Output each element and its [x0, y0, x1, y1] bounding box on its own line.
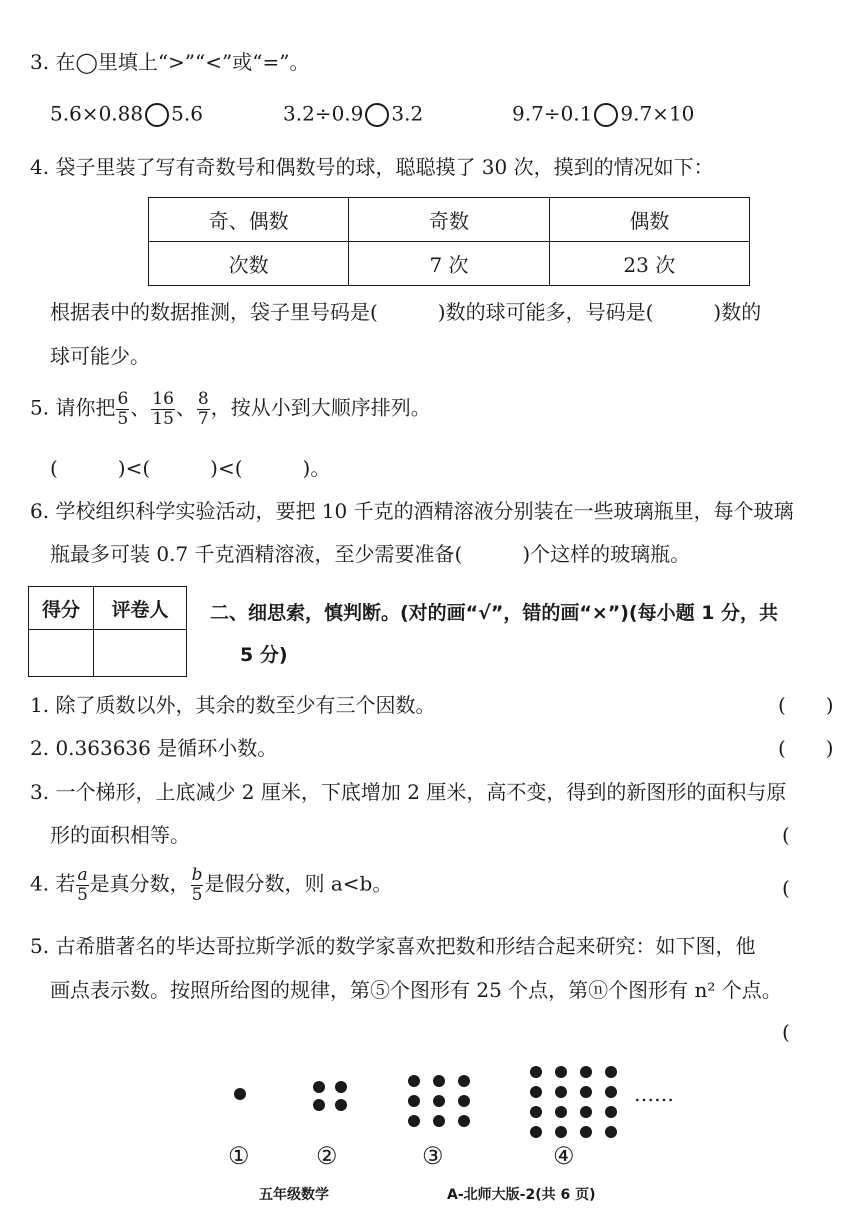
judge-2: 2. 0.363636 是循环小数。: [30, 736, 278, 760]
dot: [580, 1086, 592, 1098]
judge-4-suffix: 是假分数，则 a<b。: [204, 871, 393, 896]
answer-circle-2[interactable]: [365, 103, 389, 127]
judge-1-answer[interactable]: ( ): [778, 693, 834, 717]
answer-circle-1[interactable]: [145, 103, 169, 127]
answer-circle-3[interactable]: [594, 103, 618, 127]
fraction-2-num: 16: [152, 389, 174, 409]
figure-label-4: ④: [553, 1142, 575, 1170]
fraction-2: [151, 390, 175, 428]
dot: [530, 1086, 542, 1098]
q3-title: 3. 在◯里填上“>”“<”或“=”。: [30, 50, 310, 74]
dot: [605, 1086, 617, 1098]
dot: [580, 1106, 592, 1118]
fraction-1-den: 5: [117, 408, 129, 429]
q6-line-2: 瓶最多可装 0.7 千克酒精溶液，至少需要准备( )个这样的玻璃瓶。: [50, 542, 691, 566]
dot: [408, 1095, 420, 1107]
dot: [530, 1126, 542, 1138]
section-2-title: 二、细思索，慎判断。(对的画“√”，错的画“×”)(每小题 1 分，共: [210, 602, 779, 624]
dot: [580, 1126, 592, 1138]
q4-title: 4. 袋子里装了写有奇数号和偶数号的球，聪聪摸了 30 次，摸到的情况如下：: [30, 155, 714, 179]
dot: [530, 1106, 542, 1118]
dot: [605, 1066, 617, 1078]
fraction-a-den: 5: [77, 884, 88, 905]
judge-3-line-1: 3. 一个梯形，上底减少 2 厘米，下底增加 2 厘米，高不变，得到的新图形的面积与原: [30, 780, 787, 804]
fraction-b-5: [191, 866, 204, 904]
q5-answer-line[interactable]: ( )<( )<( )。: [50, 456, 331, 480]
table-header: 奇、偶数: [149, 198, 349, 242]
dot: [605, 1126, 617, 1138]
fraction-a-num: a: [77, 865, 88, 885]
dot: [433, 1075, 445, 1087]
fraction-a-5: [76, 866, 88, 904]
q3-item-1: [50, 103, 203, 127]
q3-item-3: [512, 103, 694, 127]
q4-line-1: 根据表中的数据推测，袋子里号码是( )数的球可能多，号码是( )数的: [50, 300, 762, 324]
figure-label-2: ②: [316, 1142, 338, 1170]
q3-left-2: 3.2÷0.9: [283, 101, 364, 126]
dot: [335, 1081, 347, 1093]
dot: [335, 1099, 347, 1111]
dot: [555, 1066, 567, 1078]
dot: [313, 1099, 325, 1111]
dot: [530, 1066, 542, 1078]
figure-label-3: ③: [422, 1142, 444, 1170]
dot: [605, 1106, 617, 1118]
score-box: [28, 586, 187, 677]
figure-label-1: ①: [228, 1142, 250, 1170]
q4-line-2: 球可能少。: [50, 344, 150, 368]
q3-item-2: [283, 103, 423, 127]
score-label: 得分: [29, 587, 94, 630]
q6-line-1: 6. 学校组织科学实验活动，要把 10 千克的酒精溶液分别装在一些玻璃瓶里，每个玻璃: [30, 499, 794, 523]
fraction-1-num: 6: [117, 389, 129, 409]
judge-4: [30, 866, 392, 904]
dot: [555, 1106, 567, 1118]
q3-right-1: 5.6: [171, 101, 203, 126]
table-cell: 23 次: [549, 242, 749, 286]
table-header: 奇数: [349, 198, 549, 242]
dot: [408, 1075, 420, 1087]
dot: [433, 1115, 445, 1127]
fraction-b-den: 5: [191, 884, 203, 905]
table-cell: 7 次: [349, 242, 549, 286]
table-row: [149, 198, 750, 242]
dot: [555, 1126, 567, 1138]
judge-2-answer[interactable]: ( ): [778, 736, 834, 760]
ellipsis: ……: [634, 1082, 674, 1106]
q3-right-3: 9.7×10: [620, 101, 695, 126]
dot: [580, 1066, 592, 1078]
q5-question: [30, 390, 431, 428]
dot: [458, 1115, 470, 1127]
reviewer-input[interactable]: [94, 630, 187, 677]
dot: [408, 1115, 420, 1127]
dot: [313, 1081, 325, 1093]
fraction-2-den: 15: [152, 408, 174, 429]
judge-4-answer[interactable]: (: [782, 876, 790, 900]
dot: [433, 1095, 445, 1107]
table-cell: 次数: [149, 242, 349, 286]
sep-1: 、: [130, 395, 151, 420]
footer-grade: 五年级数学: [259, 1187, 329, 1203]
judge-1: 1. 除了质数以外，其余的数至少有三个因数。: [30, 693, 436, 717]
table-header: 偶数: [549, 198, 749, 242]
reviewer-label: 评卷人: [94, 587, 187, 630]
judge-5-line-2: 画点表示数。按照所给图的规律，第⑤个图形有 25 个点，第ⓝ个图形有 n² 个点。: [50, 978, 782, 1002]
judge-3-answer[interactable]: (: [782, 823, 790, 847]
fraction-3-num: 8: [197, 389, 209, 409]
dot: [458, 1075, 470, 1087]
q5-prefix: 5. 请你把: [30, 395, 116, 420]
judge-4-mid: 是真分数，: [89, 871, 190, 896]
fraction-b-num: b: [191, 865, 203, 885]
dot: [458, 1095, 470, 1107]
q3-left-1: 5.6×0.88: [50, 101, 144, 126]
fraction-1: [116, 390, 129, 428]
footer-page: A-北师大版-2(共 6 页): [447, 1187, 596, 1203]
judge-3-line-2: 形的面积相等。: [50, 823, 190, 847]
odd-even-table: [148, 197, 750, 286]
q3-right-2: 3.2: [391, 101, 424, 126]
sep-2: 、: [175, 395, 196, 420]
dot: [234, 1088, 246, 1100]
score-input[interactable]: [29, 630, 94, 677]
q5-suffix: ，按从小到大顺序排列。: [210, 395, 431, 420]
judge-5-line-1: 5. 古希腊著名的毕达哥拉斯学派的数学家喜欢把数和形结合起来研究：如下图，他: [30, 934, 756, 958]
dot: [555, 1086, 567, 1098]
section-2-title-cont: 5 分): [240, 644, 288, 666]
fraction-3-den: 7: [197, 408, 209, 429]
judge-4-prefix: 4. 若: [30, 871, 76, 896]
fraction-3: [197, 390, 210, 428]
judge-5-answer[interactable]: (: [782, 1020, 790, 1044]
q3-left-3: 9.7÷0.1: [512, 101, 593, 126]
table-row: [149, 242, 750, 286]
